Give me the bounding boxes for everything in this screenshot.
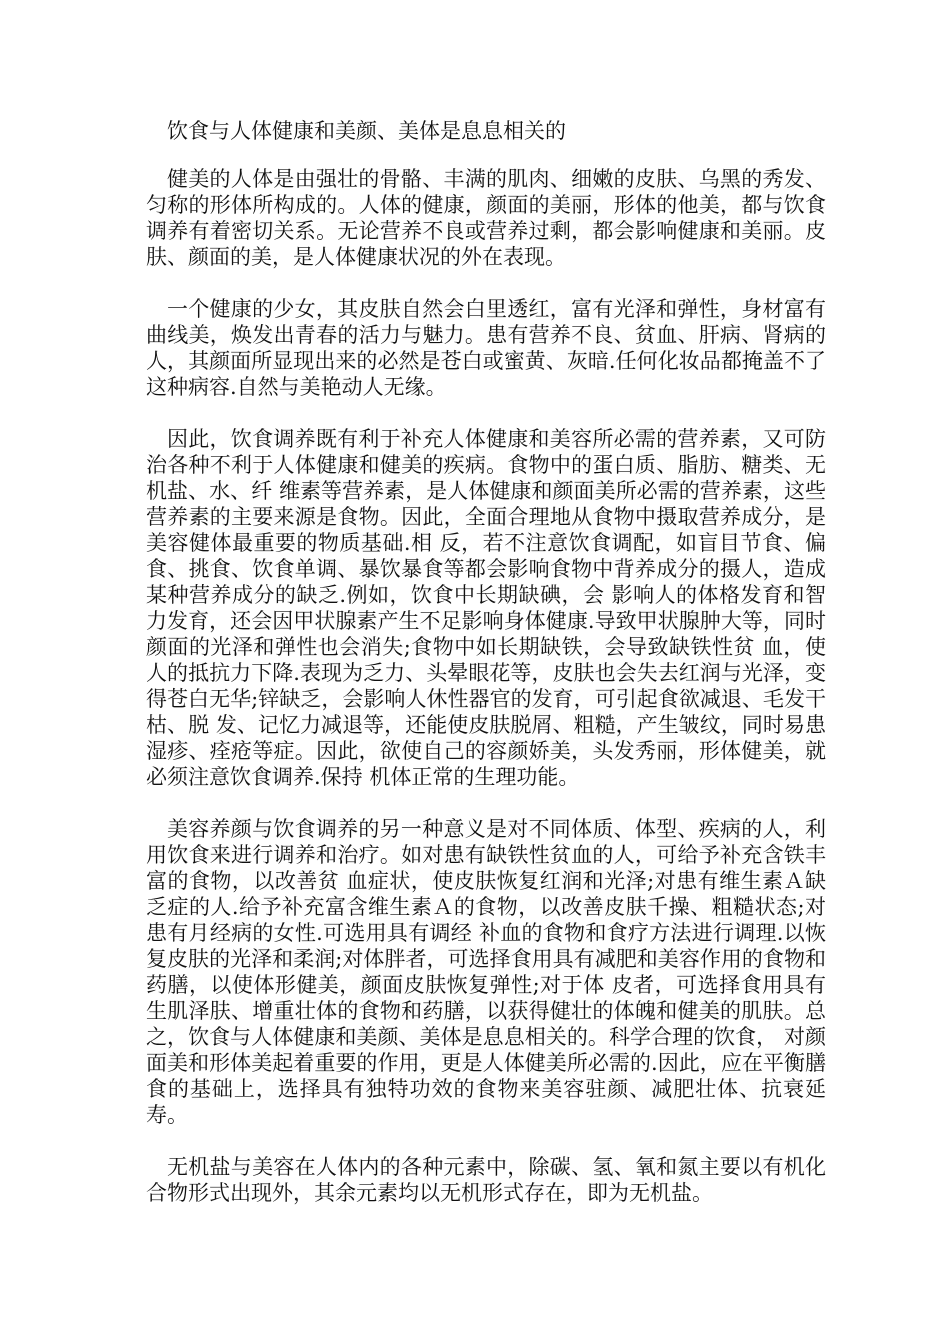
paragraph-1: 健美的人体是由强壮的骨骼、丰满的肌肉、细嫩的皮肤、乌黑的秀发、匀称的形体所构成的。人体的健康，颜面的美丽，形体的他美，都与饮食调养有着密切关系。无论营养不良或营养过剩，都会影响健康和美丽。皮肤、颜面的美，是人体健康状况的外在表现。 bbox=[146, 167, 826, 269]
paragraph-5: 无机盐与美容在人体内的各种元素中，除碳、氢、氧和氮主要以有机化合物形式出现外，其余元素均以无机形式存在，即为无机盐。 bbox=[146, 1155, 826, 1205]
document-page bbox=[146, 118, 826, 1232]
paragraph-4: 美容养颜与饮食调养的另一种意义是对不同体质、体型、疾病的人，利用饮食来进行调养和治疗。如对患有缺铁性贫血的人，可给予补充含铁丰富的食物，以改善贫 血症状，使皮肤恢复红润和光泽;对患有维生素Ａ缺乏症的人.给予补充富含维生素Ａ的食物，以改善皮肤千操、粗糙状态;对患有月经病的女性.可选用具有调经 补血的食物和食疗方法进行调理.以恢复皮肤的光泽和柔润;对体胖者，可选择食用具有减肥和美容作用的食物和药膳，以使体形健美，颜面皮肤恢复弹性;对于体 皮者，可选择食用具有生肌泽肤、增重壮体的食物和药膳，以获得健壮的体魄和健美的肌肤。总之，饮食与人体健康和美颜、美体是息息相关的。科学合理的饮食， 对颜面美和形体美起着重要的作用，更是人体健美所必需的.因此，应在平衡膳食的基础上，选择具有独特功效的食物来美容驻颜、减肥壮体、抗衰延 寿。 bbox=[146, 817, 826, 1127]
paragraph-3: 因此，饮食调养既有利于补充人体健康和美容所必需的营养素，又可防治各种不利于人体健康和健美的疾病。食物中的蛋白质、脂肪、糖类、无机盐、水、纤 维素等营养素，是人体健康和颜面美所必需的营养素，这些营养素的主要来源是食物。因此，全面合理地从食物中摄取营养成分，是美容健体最重要的物质基础.相 反，若不注意饮食调配，如盲目节食、偏食、挑食、饮食单调、暴饮暴食等都会影响食物中背养成分的摄人，造成某种营养成分的缺乏.例如，饮食中长期缺碘，会 影响人的体格发育和智力发育，还会因甲状腺素产生不足影响身体健康.导致甲状腺肿大等，同时颜面的光泽和弹性也会消失;食物中如长期缺铁，会导致缺铁性贫 血，使人的抵抗力下降.表现为乏力、头晕眼花等，皮肤也会失去红润与光泽，变得苍白无华;锌缺乏，会影响人休性器官的发育，可引起食欲减退、毛发干枯、脱 发、记忆力减退等，还能使皮肤脱屑、粗糙，产生皱纹，同时易患湿疹、痊疮等症。因此，欲使自己的容颜娇美，头发秀丽，形体健美，就必须注意饮食调养.保持 机体正常的生理功能。 bbox=[146, 427, 826, 789]
document-title: 饮食与人体健康和美颜、美体是息息相关的 bbox=[167, 119, 566, 143]
paragraph-2: 一个健康的少女，其皮肤自然会白里透红，富有光泽和弹性，身材富有曲线美，焕发出青春的活力与魅力。患有营养不良、贫血、肝病、肾病的人，其颜面所显现出来的必然是苍白或蜜黄、灰暗.任何化妆品都掩盖不了这种病容.自然与美艳动人无缘。 bbox=[146, 297, 826, 399]
